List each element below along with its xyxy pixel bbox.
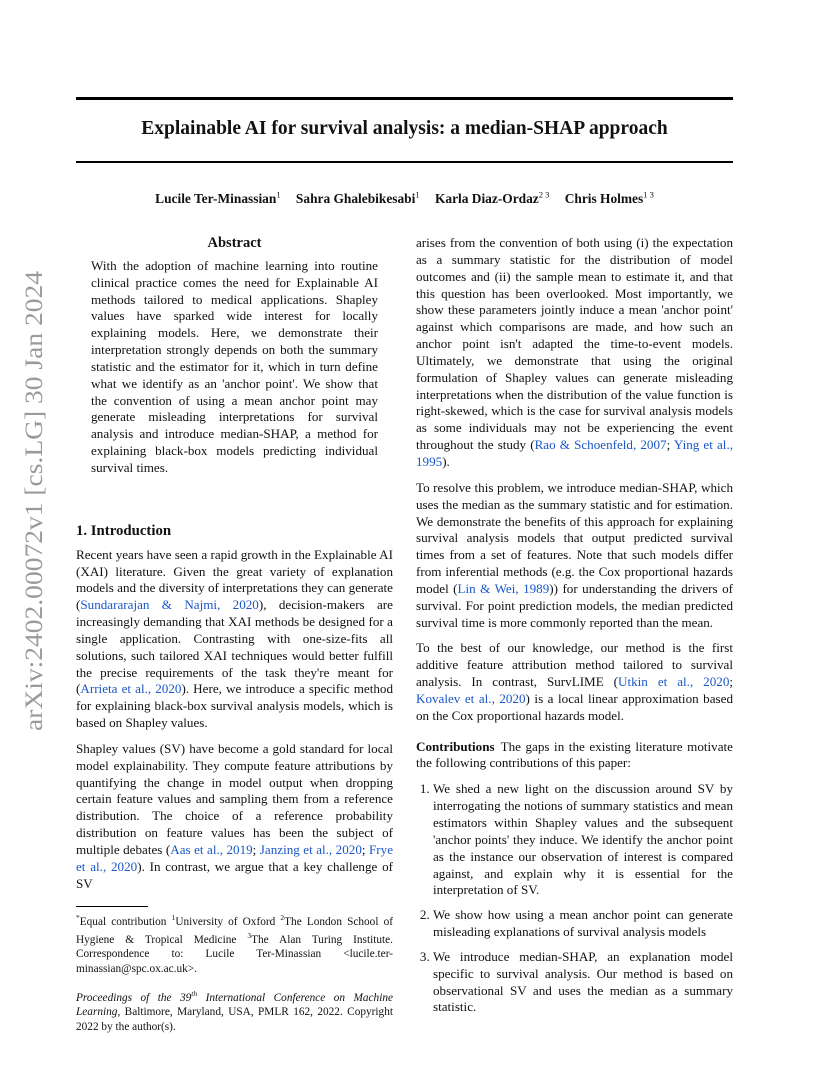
- text-run: ) is a local linear approximation based on the Cox proportional hazards model.: [416, 690, 733, 723]
- list-item: 1. We shed a new light on the discussion around SV by interrogating the notions of summary statistics and mean estimators within Shapley values and the subsequent 'anchor points' they induce. We identify the anchor point as the instance our observation of interest is compared against, and explain why it is essential for the interpretation of SV.: [433, 781, 733, 899]
- author: [296, 191, 420, 206]
- footnote-proceedings: [76, 987, 393, 1034]
- citation-link[interactable]: Ying et al., 1995: [416, 437, 733, 469]
- paper-title: Explainable AI for survival analysis: a median-SHAP approach: [141, 118, 668, 139]
- author-name: Chris Holmes: [564, 191, 644, 207]
- text-run: ;: [666, 437, 674, 453]
- text-run: University of Oxford: [175, 915, 281, 928]
- contributions-list: [416, 781, 733, 1016]
- author: [155, 191, 280, 206]
- text-run: Equal contribution: [79, 915, 172, 928]
- list-item: 2. We show how using a mean anchor point can generate misleading explanations of survival analysis models: [433, 907, 733, 941]
- text-run: The London School of Hygiene & Tropical Medicine: [76, 915, 393, 946]
- author-list: [76, 190, 733, 207]
- author-affiliation: 2 3: [538, 190, 550, 200]
- text-run: Recent years have seen a rapid growth in the Explainable AI (XAI) literature. Given the great variety of explanation models and the diversity of interpretations they can generate (: [76, 546, 393, 613]
- author-name: Sahra Ghalebikesabi: [295, 191, 416, 207]
- citation-link[interactable]: Sundararajan & Najmi, 2020: [80, 597, 259, 613]
- citation-link[interactable]: Aas et al., 2019: [170, 842, 253, 857]
- arxiv-stamp: [14, 265, 50, 735]
- intro-paragraph-2: [76, 741, 393, 893]
- body-paragraph: [416, 235, 733, 471]
- intro-paragraph-1: [76, 547, 393, 732]
- body-paragraph: [416, 480, 733, 632]
- text-run: ).: [442, 453, 450, 469]
- title-top-rule: [76, 97, 733, 100]
- citation-link[interactable]: Utkin et al., 2020: [618, 674, 730, 690]
- author-name: Lucile Ter-Minassian: [155, 191, 277, 207]
- text-run: ;: [252, 842, 260, 857]
- text-run: International Conference on Machine Learning: [76, 991, 393, 1019]
- text-run: )) for understanding the drivers of survival. For point prediction models, the median predicted survival time is more commonly reported than the mean.: [416, 580, 733, 630]
- left-column: [76, 235, 393, 1034]
- text-run: To resolve this problem, we introduce median-SHAP, which uses the median as the summary statistic and for estimation. We demonstrate the benefits of this approach for explaining survival analysis models that output predicted survival times from a set of features. Note that such models differ from inferential methods (e.g. the Cox proportional hazards model (: [416, 479, 733, 596]
- citation-link[interactable]: Frye et al., 2020: [76, 842, 394, 874]
- text-run: To the best of our knowledge, our method is the first additive feature attribution method tailored to survival analysis. In contrast, SurvLIME (: [416, 640, 733, 690]
- citation-link[interactable]: Kovalev et al., 2020: [416, 690, 526, 706]
- text-run: ;: [729, 674, 734, 690]
- author: [565, 191, 654, 206]
- text-run: th: [191, 989, 198, 999]
- text-run: arises from the convention of both using (i) the expectation as a summary statistic for the distribution of model outcomes and (ii) the sample mean to estimate it, and that this question has been overlooked. Most importantly, we show these parameters jointly induce a mean 'anchor point' against which comparisons are made, and how such an anchor point isn't adapted the time-to-event models. Ultimately, we demonstrate that using the original formulation of Shapley values can generate misleading interpretations when the distribution of the value function is right-skewed, which is the case for survival analysis models as some individuals may not be experiencing the event throughout the study (: [416, 235, 733, 453]
- contributions-heading: Contributions: [416, 738, 495, 754]
- text-run: ). In contrast, we argue that a key challenge of SV: [76, 858, 393, 891]
- contributions-paragraph: [416, 739, 733, 773]
- text-run: The gaps in the existing literature motivate the following contributions of this paper:: [416, 738, 733, 771]
- author-affiliation: 1 3: [643, 190, 654, 200]
- citation-link[interactable]: Lin & Wei, 1989: [457, 580, 550, 596]
- citation-link[interactable]: Arrieta et al., 2020: [80, 681, 182, 697]
- body-paragraph: [416, 640, 733, 724]
- author-affiliation: 1: [276, 190, 281, 200]
- author: [435, 191, 549, 206]
- citation-link[interactable]: Janzing et al., 2020: [259, 842, 362, 857]
- title-bottom-rule: [76, 161, 733, 163]
- author-name: Karla Diaz-Ordaz: [434, 191, 539, 207]
- arxiv-id: arXiv:2402.00072v1 [cs.LG] 30 Jan 2024: [21, 313, 48, 731]
- text-run: ;: [361, 842, 369, 857]
- text-run: , Baltimore, Maryland, USA, PMLR 162, 2022. Copyright 2022 by the author(s).: [76, 1006, 393, 1033]
- text-run: Shapley values (SV) have become a gold standard for local model explainability. They compute feature attributions by quantifying the change in model output when dropping certain feature values and sampling them from a reference distribution. The choice of a reference probability distribution on feature values has been the subject of multiple debates (: [76, 740, 393, 857]
- author-affiliation: 1: [415, 190, 420, 200]
- abstract-text: With the adoption of machine learning into routine clinical practice comes the need for Explainable AI methods tailored to medical applications. Shapley values have sparked wide interest for locally explaining models. Here, we demonstrate their interpretation strongly depends on both the summary statistic and the estimator for it, which in turn define what we identify as an 'anchor point'. We show that the convention of using a mean anchor point may generate misleading interpretations for survival analysis and introduce median-SHAP, a method for explaining black-box models predicting individual survival times.: [91, 257, 378, 475]
- footnote-affiliations: *Equal contribution $^1$University of Oxford $^2$The London School of Hygiene & Tropical Medicine $^3$The Alan Turing Institute. Correspondence to: Lucile Ter-Minassian <lucile.ter-minassian@spc.ox.ac.uk>.: [76, 912, 393, 975]
- section-heading-introduction: 1. Introduction: [76, 522, 172, 539]
- right-column: [416, 235, 733, 1024]
- list-item: 3. We introduce median-SHAP, an explanation model specific to survival analysis. Our method is based on observational SV and uses the median as a summary statistic.: [433, 949, 733, 1016]
- text-run: The Alan Turing Institute. Correspondence to: Lucile Ter-Minassian <lucile.ter-minassian@spc.ox.ac.uk>.: [76, 933, 393, 975]
- text-run: ). Here, we introduce a specific method for explaining black-box survival analysis models, which is based on Shapley values.: [76, 681, 393, 731]
- citation-link[interactable]: Rao & Schoenfeld, 2007: [534, 437, 667, 453]
- text-run: Proceedings of the 39: [76, 991, 192, 1004]
- text-run: ), decision-makers are increasingly demanding that XAI methods be designed for a single application. Contrasting with one-size-fits all solutions, such tailored XAI techniques would better fulfill the precise requirements of the task they're meant for (: [76, 597, 393, 697]
- abstract-heading: Abstract: [207, 235, 262, 251]
- footnote-rule: [76, 906, 148, 907]
